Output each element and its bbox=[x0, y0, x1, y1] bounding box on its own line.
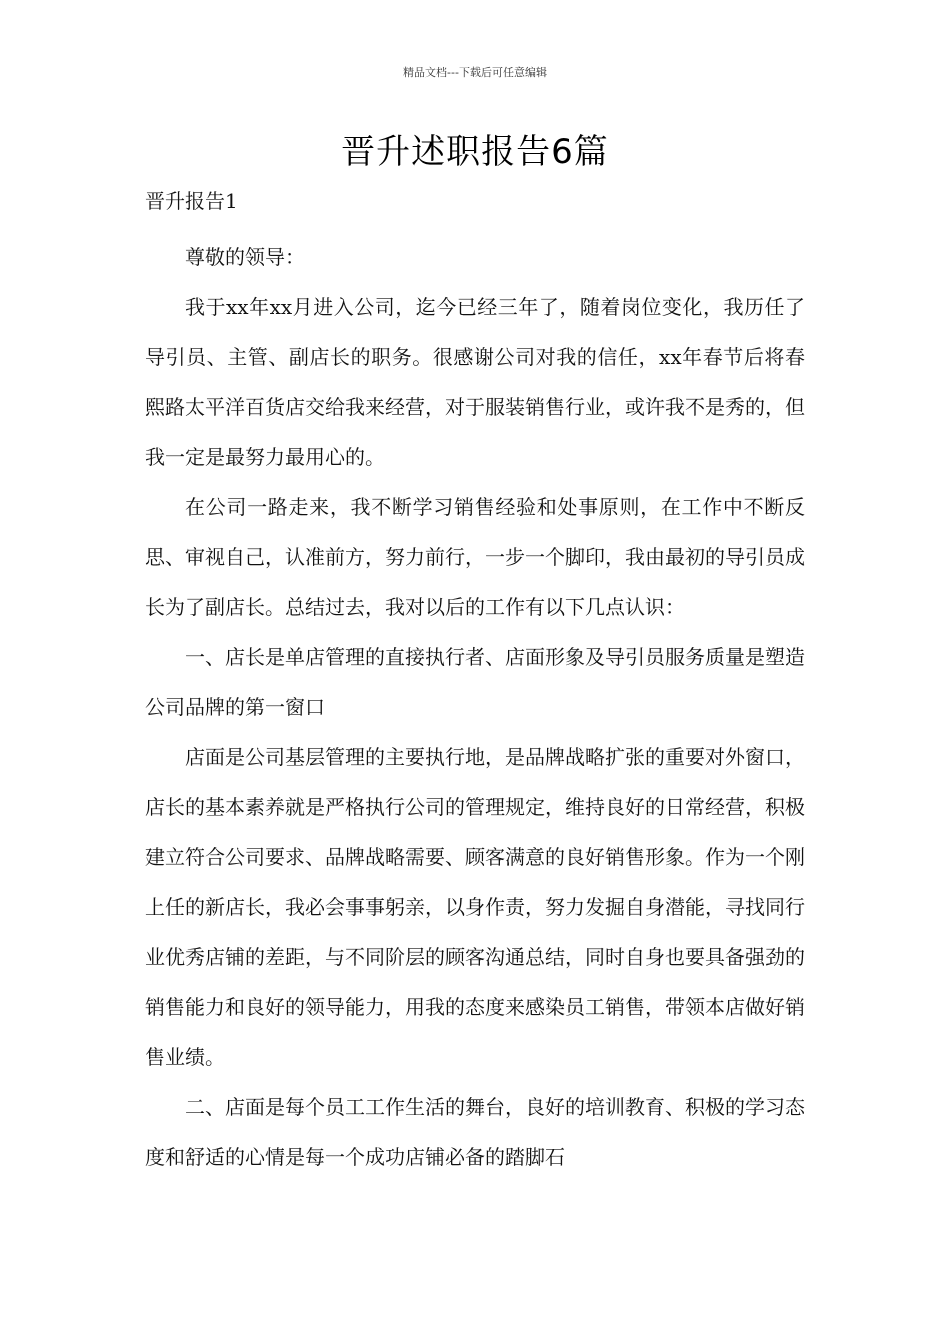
point-heading-paragraph: 一、店长是单店管理的直接执行者、店面形象及导引员服务质量是塑造公司品牌的第一窗口 bbox=[145, 645, 805, 719]
body-paragraph: 我于xx年xx月进入公司，迄今已经三年了，随着岗位变化，我历任了导引员、主管、副店长的职务。很感谢公司对我的信任，xx年春节后将春熙路太平洋百货店交给我来经营，对于服装销售行业，或许我不是秀的，但我一定是最努力最用心的。 bbox=[145, 295, 805, 469]
document-title: 晋升述职报告6篇 bbox=[341, 132, 609, 172]
section-heading: 晋升报告1 bbox=[145, 189, 238, 213]
page-header: 精品文档---下载后可任意编辑 bbox=[403, 66, 547, 79]
body-paragraph: 在公司一路走来，我不断学习销售经验和处事原则，在工作中不断反思、审视自己，认准前方，努力前行，一步一个脚印，我由最初的导引员成长为了副店长。总结过去，我对以后的工作有以下几点认识： bbox=[145, 495, 805, 619]
document-body bbox=[145, 232, 805, 1182]
point-heading-paragraph: 二、店面是每个员工工作生活的舞台，良好的培训教育、积极的学习态度和舒适的心情是每一个成功店铺必备的踏脚石 bbox=[145, 1095, 805, 1169]
body-paragraph: 店面是公司基层管理的主要执行地，是品牌战略扩张的重要对外窗口，店长的基本素养就是严格执行公司的管理规定，维持良好的日常经营，积极建立符合公司要求、品牌战略需要、顾客满意的良好销售形象。作为一个刚上任的新店长，我必会事事躬亲，以身作责，努力发掘自身潜能，寻找同行业优秀店铺的差距，与不同阶层的顾客沟通总结，同时自身也要具备强劲的销售能力和良好的领导能力，用我的态度来感染员工销售，带领本店做好销售业绩。 bbox=[145, 745, 805, 1069]
salutation-paragraph: 尊敬的领导： bbox=[185, 245, 305, 269]
